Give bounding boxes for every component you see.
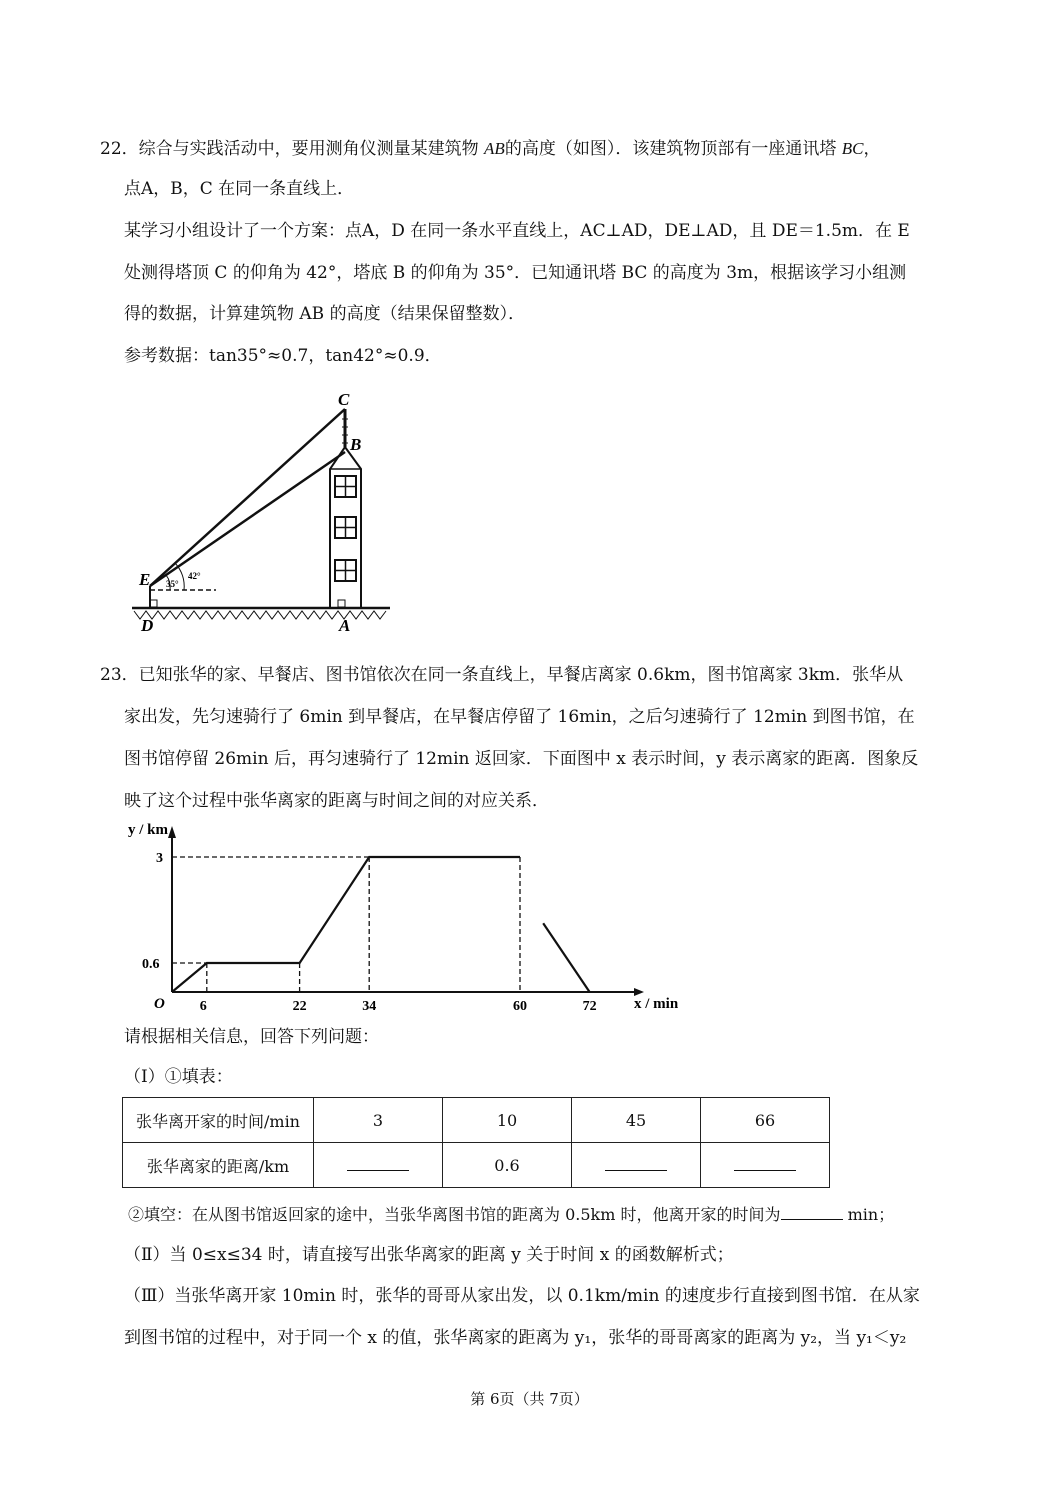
y-axis-arrow [168, 826, 176, 838]
answer-blank[interactable] [701, 1143, 830, 1188]
y-tick-label: 3 [156, 851, 163, 866]
angle-label-42: 42° [188, 571, 201, 581]
x-tick-label: 60 [513, 999, 527, 1014]
sight-line-c [150, 409, 345, 586]
y-axis-label: y / km [128, 822, 169, 838]
table-cell: 66 [701, 1098, 830, 1143]
q23-line4: 映了这个过程中张华离家的距离与时间之间的对应关系． [124, 791, 549, 811]
x-tick-label: 72 [582, 999, 597, 1014]
chart-labels [128, 822, 679, 1014]
origin-label: O [154, 996, 165, 1012]
label-e: E [139, 570, 151, 589]
table-cell: 3 [314, 1098, 443, 1143]
q23-part1: （Ⅰ）①填表： [124, 1067, 233, 1087]
answer-blank[interactable] [314, 1143, 443, 1188]
q23-part3a: （Ⅲ）当张华离开家 10min 时，张华的哥哥从家出发，以 0.1km/min 的速度步行直接到图书馆．在从家 [124, 1286, 920, 1306]
q23-part2: （Ⅱ）当 0≤x≤34 时，请直接写出张华离家的距离 y 关于时间 x 的函数解析式； [124, 1245, 734, 1265]
q22-reference-data: 参考数据：tan35°≈0.7，tan42°≈0.9． [124, 346, 442, 366]
table-cell: 45 [572, 1098, 701, 1143]
x-axis-arrow [634, 988, 644, 996]
q22-line2: 点A，B，C 在同一条直线上． [124, 179, 355, 199]
table-cell: 10 [443, 1098, 572, 1143]
x-tick-label: 6 [199, 999, 207, 1014]
sight-line-b [150, 452, 345, 586]
answer-table [122, 1097, 830, 1188]
row1-header: 张华离开家的时间/min [123, 1098, 314, 1143]
table-row [123, 1098, 830, 1143]
table-cell: 0.6 [443, 1143, 572, 1188]
label-a: A [339, 616, 351, 635]
chart-lines [172, 857, 590, 992]
building-figure [128, 385, 398, 640]
q23-line2: 家出发，先匀速骑行了 6min 到早餐店，在早餐店停留了 16min，之后匀速骑行了 12min 到图书馆，在 [124, 707, 915, 727]
q23-prompt: 请根据相关信息，回答下列问题： [124, 1027, 379, 1047]
row2-header: 张华离家的距离/km [123, 1143, 314, 1188]
right-angle-d [150, 600, 157, 607]
q23-line1: 23．已知张华的家、早餐店、图书馆依次在同一条直线上，早餐店离家 0.6km，图书馆离家 3km．张华从 [100, 665, 904, 685]
distance-time-chart [122, 820, 692, 1015]
y-tick-label: 0.6 [142, 957, 160, 972]
chart-axes [168, 826, 644, 996]
q22-line1: 22．综合与实践活动中，要用测角仪测量某建筑物 AB的高度（如图）．该建筑物顶部有一座通讯塔 BC， [100, 139, 881, 159]
answer-blank[interactable] [781, 1205, 843, 1220]
x-tick-label: 34 [362, 999, 377, 1014]
x-axis-label: x / min [634, 996, 679, 1012]
right-angle-a [338, 600, 345, 607]
table-row [123, 1143, 830, 1188]
q22-line3: 某学习小组设计了一个方案：点A，D 在同一条水平直线上，AC⊥AD，DE⊥AD，且 DE＝1.5m．在 E [124, 221, 910, 241]
answer-blank[interactable] [572, 1143, 701, 1188]
q23-line3: 图书馆停留 26min 后，再匀速骑行了 12min 返回家．下面图中 x 表示时间，y 表示离家的距离．图象反 [124, 749, 919, 769]
q23-fill: ②填空：在从图书馆返回家的途中，当张华离图书馆的距离为 0.5km 时，他离开家的时间为 min； [128, 1205, 895, 1224]
q23-part3b: 到图书馆的过程中，对于同一个 x 的值，张华离家的距离为 y₁，张华的哥哥离家的距离为 y₂，当 y₁＜y₂ [124, 1328, 907, 1348]
page-footer: 第 6页（共 7页） [470, 1390, 589, 1408]
label-d: D [141, 616, 154, 635]
chart-guides [172, 857, 520, 992]
label-c: C [338, 390, 350, 409]
x-tick-label: 22 [292, 999, 307, 1014]
label-b: B [350, 435, 362, 454]
q22-line4: 处测得塔顶 C 的仰角为 42°，塔底 B 的仰角为 35°．已知通讯塔 BC 的高度为 3m，根据该学习小组测 [124, 263, 907, 283]
q22-line5: 得的数据，计算建筑物 AB 的高度（结果保留整数）． [124, 304, 526, 324]
series-line-1 [543, 923, 589, 992]
angle-label-35: 35° [166, 579, 179, 589]
series-line-0 [172, 857, 520, 992]
